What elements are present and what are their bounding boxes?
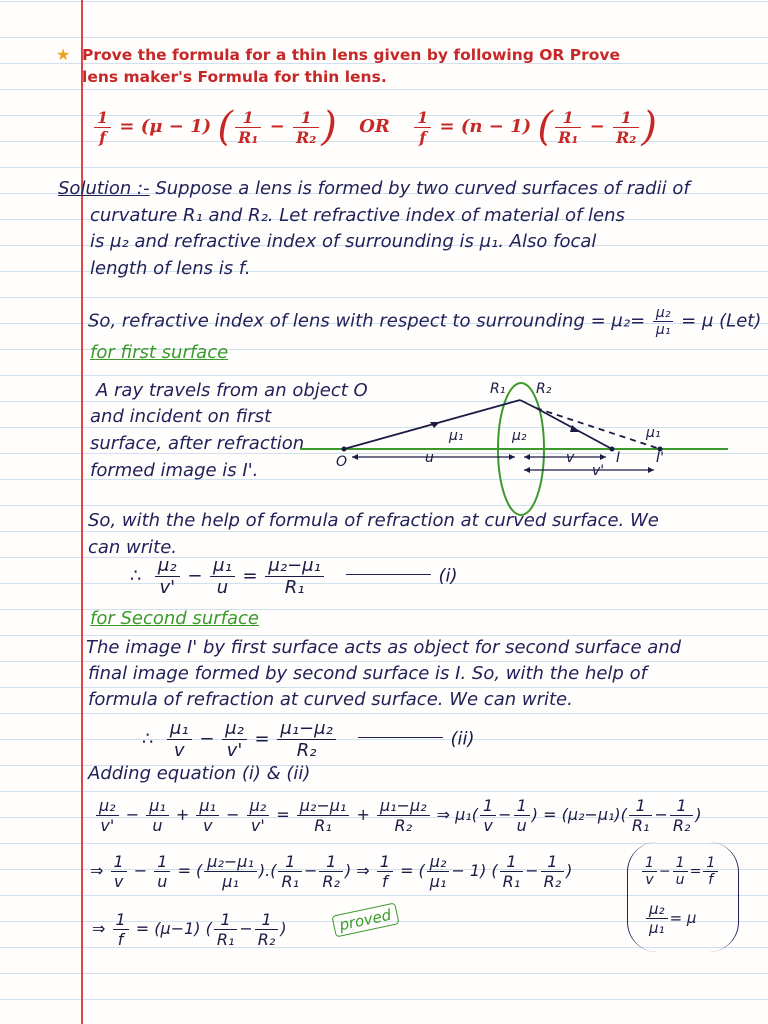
second-surface-line-3: formula of refraction at curved surface. We can write. <box>88 689 573 710</box>
solution-line-2: curvature R₁ and R₂. Let refractive index of material of lens <box>90 205 625 226</box>
label-vprime: v' <box>592 463 605 479</box>
solution-line-1: Solution :- Suppose a lens is formed by two curved surfaces of radii of <box>58 178 690 199</box>
first-surface-line-5: So, with the help of formula of refraction at curved surface. We <box>88 510 659 531</box>
refracted-ray-inside <box>520 400 536 408</box>
first-surface-heading: for first surface <box>90 342 229 363</box>
label-u: u <box>425 450 434 466</box>
object-point <box>342 447 347 452</box>
label-r2: R₂ <box>536 381 552 397</box>
label-o: O <box>336 454 348 470</box>
proved-stamp: proved <box>331 903 399 938</box>
lens-formula: $\frac{1}{f}$ = (μ − 1) ( $\frac{1}{\text{R₁}}$ − $\frac{1}{\text{R₂}}$ ) OR $\frac{1}{f}$ = (n − 1) ( $\frac{1}{\text{R₁}}$ − $\frac{1}{\text{R₂}}$ ) <box>92 104 657 150</box>
first-surface-line-4: formed image is I'. <box>90 460 259 481</box>
label-iprime: I' <box>656 450 664 466</box>
heading-line-2: lens maker's Formula for thin lens. <box>82 68 387 86</box>
adding-label: Adding equation (i) & (ii) <box>88 763 311 784</box>
second-surface-heading: for Second surface <box>90 608 259 629</box>
ray-arrowhead-2 <box>570 425 580 432</box>
label-r1: R₁ <box>490 381 506 397</box>
label-mu1-right: μ₁ <box>646 425 661 441</box>
first-surface-line-6: can write. <box>88 537 178 558</box>
summary-line-2: $\frac{\text{μ₂}}{\text{μ₁}}$ = μ <box>644 900 696 937</box>
second-surface-line-2: final image formed by second surface is I. So, with the help of <box>88 663 647 684</box>
first-surface-line-2: and incident on first <box>90 406 272 427</box>
heading-line-1: Prove the formula for a thin lens given by following OR Prove <box>82 46 621 64</box>
solution-line-3: is μ₂ and refractive index of surrounding is μ₁. Also focal <box>90 231 597 252</box>
adding-line-1: $\frac{\text{μ₂}}{v'}$ − $\frac{\text{μ₁}}{u}$ + $\frac{\text{μ₁}}{v}$ − $\frac{\text{μ₂}}{v'}$ = $\frac{\text{μ₂−μ₁}}{\text{R₁}}$ + $\frac{\text{μ₁−μ₂}}{\text{R₂}}$ ⇒ μ₁( $\frac{1}{v}$ − $\frac{1}{u}$ ) = (μ₂−μ₁)( $\frac{1}{\text{R₁}}$ − $\frac{1}{\text{R₂}}$ ) <box>94 796 702 835</box>
equation-tag-ii: (ii) <box>450 728 475 750</box>
relative-index-line: So, refractive index of lens with respect to surrounding = μ₂= $\frac{\text{μ₂}}{\text{μ₁}}$ = μ (Let) <box>88 305 762 338</box>
label-mu2: μ₂ <box>512 428 527 444</box>
label-i: I <box>616 450 621 466</box>
or-label: OR <box>359 116 390 137</box>
equation-ii: ∴ $\frac{\text{μ₁}}{v}$ − $\frac{\text{μ₂}}{v'}$ = $\frac{\text{μ₁−μ₂}}{\text{R₂}}$ (ii) <box>142 718 475 761</box>
adding-line-2: ⇒ $\frac{1}{v}$ − $\frac{1}{u}$ = ( $\frac{\text{μ₂−μ₁}}{\text{μ₁}}$ ).( $\frac{1}{\text{R₁}}$ − $\frac{1}{\text{R₂}}$ ) ⇒ $\frac{1}{f}$ = ( $\frac{\text{μ₂}}{\text{μ₁}}$ − 1) ( $\frac{1}{\text{R₁}}$ − $\frac{1}{\text{R₂}}$ ) <box>90 852 573 891</box>
equation-tag-i: (i) <box>438 565 458 587</box>
solution-line-4: length of lens is f. <box>90 258 251 279</box>
label-v: v <box>566 450 575 466</box>
second-surface-line-1: The image I' by first surface acts as object for second surface and <box>86 637 682 658</box>
first-surface-line-1: A ray travels from an object O <box>96 380 368 401</box>
star-icon: ★ <box>56 45 71 64</box>
equation-i: ∴ $\frac{\text{μ₂}}{v'}$ − $\frac{\text{μ₁}}{u}$ = $\frac{\text{μ₂−μ₁}}{\text{R₁}}$ (i) <box>130 555 458 598</box>
label-mu1-left: μ₁ <box>449 428 464 444</box>
summary-line-1: $\frac{1}{v}$ − $\frac{1}{u}$ = $\frac{1}{f}$ <box>640 855 720 888</box>
adding-line-3: ⇒ $\frac{1}{f}$ = (μ−1) ( $\frac{1}{\text{R₁}}$ − $\frac{1}{\text{R₂}}$ ) <box>92 910 287 949</box>
solution-label: Solution :- <box>58 178 150 199</box>
first-surface-line-3: surface, after refraction <box>90 433 305 454</box>
image-point-i <box>610 447 615 452</box>
extended-ray <box>536 408 660 449</box>
